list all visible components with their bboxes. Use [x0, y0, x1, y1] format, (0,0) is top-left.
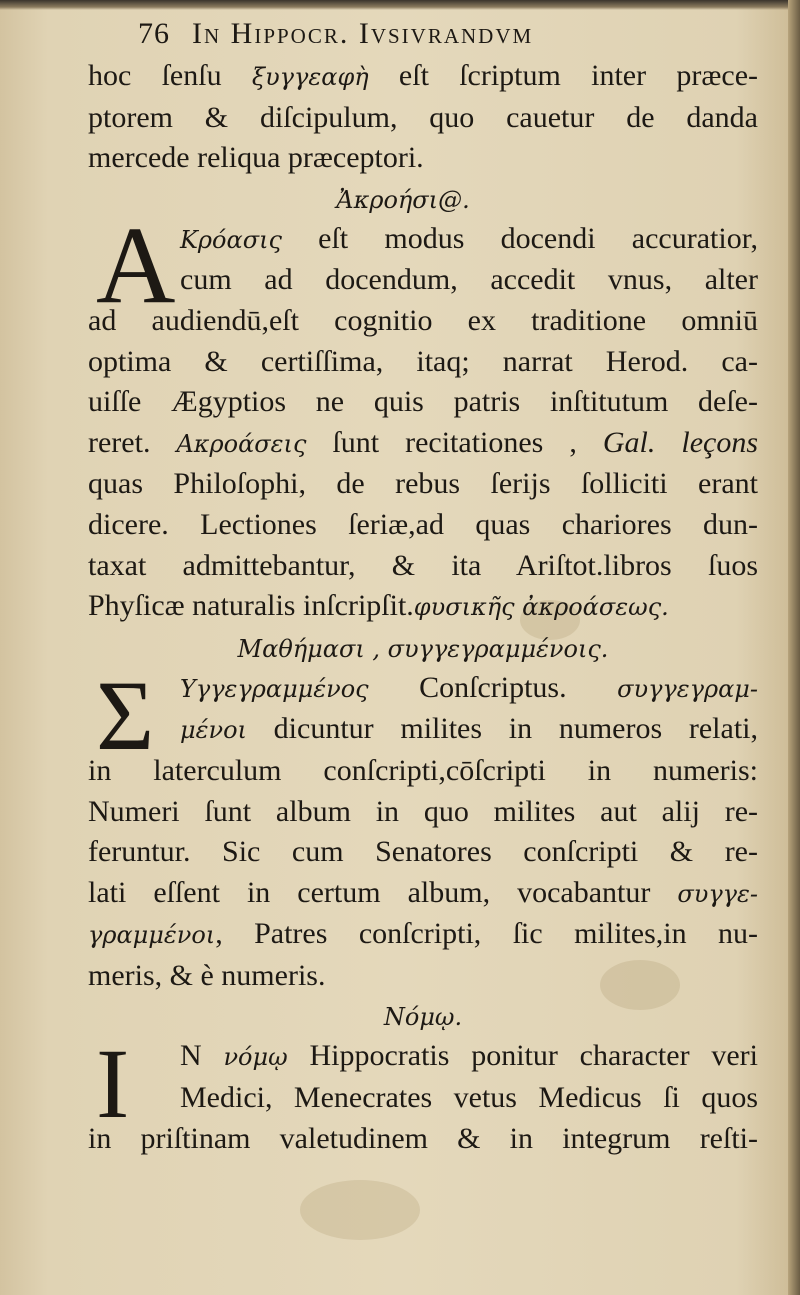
text-line	[88, 709, 758, 751]
latin-text: ad audiendū,eſt cognitio ex traditione omniū	[88, 303, 758, 337]
text-line	[88, 914, 758, 956]
text-line	[88, 956, 758, 997]
latin-text: eſt modus docendi accuratior,	[281, 221, 758, 255]
latin-text: ſunt recitationes ,	[306, 425, 603, 459]
section-body	[88, 1028, 758, 1159]
text-line	[88, 98, 758, 139]
latin-text: taxat admittebantur, & ita Ariſtot.libros ſuos	[88, 548, 758, 582]
greek-term: Υγγεγραμμένος	[180, 674, 369, 703]
running-title: In Hippocr. Ivsivrandvm	[192, 17, 534, 50]
latin-text: Numeri ſunt album in quo milites aut alij re-	[88, 794, 758, 828]
greek-term: νόμῳ	[223, 1043, 288, 1072]
latin-text: Medici, Menecrates vetus Medicus ſi quos	[180, 1081, 758, 1115]
greek-term: φυσικῆς ἀκροάσεως.	[413, 593, 669, 622]
latin-text: lati eſſent in certum album, vocabantur	[88, 875, 678, 909]
greek-term: συγγε-	[677, 879, 758, 908]
section-heading: Ἀκροήσι@.	[336, 185, 470, 214]
text-line	[88, 382, 758, 423]
latin-text: reret.	[88, 425, 177, 459]
latin-text: Phyſicæ naturalis inſcripſit.	[88, 589, 414, 623]
text-line	[88, 873, 758, 915]
greek-term: Κρόασις	[180, 225, 282, 254]
greek-term: Ακροάσεις	[176, 429, 307, 458]
latin-text: dicuntur milites in numeros relati,	[246, 712, 758, 746]
drop-cap: A	[96, 203, 176, 326]
page-number: 76	[138, 17, 170, 50]
text-line	[88, 586, 758, 628]
section-heading: Μαθήμασι , συγγεγραμμένοις.	[237, 634, 609, 663]
latin-text: dicere. Lectiones ſeriæ,ad quas chariores dun-	[88, 507, 758, 541]
latin-text: in priſtinam valetudinem & in integrum reſti-	[88, 1121, 758, 1155]
drop-cap: I	[96, 1028, 130, 1140]
text-line	[88, 1036, 758, 1078]
latin-text: N	[180, 1039, 224, 1073]
text-line	[88, 301, 758, 342]
page-top-shadow	[0, 0, 800, 10]
latin-text: Gal. leçons	[602, 425, 759, 459]
text-line	[88, 219, 758, 261]
text-line	[88, 260, 758, 301]
latin-text: Conſcriptus.	[368, 670, 618, 704]
text-line	[88, 668, 758, 710]
latin-text: ptorem & diſcipulum, quo cauetur de danda	[88, 100, 758, 134]
latin-text: mercede reliqua præceptori.	[88, 141, 424, 175]
section-heading: Νόμῳ.	[383, 1003, 463, 1032]
latin-text: , Patres conſcripti, ſic milites,in nu-	[215, 917, 758, 951]
latin-text: uiſſe Ægyptios ne quis patris inſtitutum deſe-	[88, 385, 758, 419]
latin-text: quas Philoſophi, de rebus ſerijs ſolliciti erant	[88, 467, 758, 501]
text-line	[88, 464, 758, 505]
text-line	[88, 138, 758, 179]
drop-cap: Σ	[96, 659, 155, 771]
paper-stain	[300, 1180, 420, 1240]
running-header	[88, 14, 758, 56]
text-line	[88, 832, 758, 873]
intro-paragraph	[88, 56, 758, 179]
latin-text: in laterculum conſcripti,cōſcripti in numeris:	[88, 753, 758, 787]
greek-term: συγγεγραμ-	[617, 674, 758, 703]
text-line	[88, 505, 758, 546]
latin-text: eſt ſcriptum inter præce-	[368, 59, 758, 92]
greek-term: μένοι	[180, 716, 247, 745]
text-line	[88, 342, 758, 383]
latin-text: hoc ſenſu	[88, 59, 252, 92]
latin-text: meris, & è numeris.	[88, 958, 326, 992]
latin-text: feruntur. Sic cum Senatores conſcripti & re-	[88, 835, 758, 869]
greek-term: ξυγγεαφὴ	[251, 63, 369, 91]
text-line	[88, 751, 758, 792]
section-body	[88, 659, 758, 997]
section-syngegrammenois	[88, 659, 758, 997]
greek-term: γραμμένοι	[88, 921, 216, 950]
section-nomo	[88, 1028, 758, 1159]
section-body	[88, 203, 759, 628]
latin-text: Hippocratis ponitur character veri	[287, 1039, 758, 1073]
text-line	[88, 1078, 758, 1119]
text-line	[88, 56, 758, 98]
latin-text: cum ad docendum, accedit vnus, alter	[180, 263, 758, 297]
text-column	[88, 14, 758, 1159]
page-gutter-edge	[788, 0, 800, 1295]
section-akroasis	[88, 203, 759, 628]
latin-text: optima & certiſſima, itaq; narrat Herod. ca-	[88, 344, 758, 378]
text-line	[88, 546, 758, 587]
text-line	[88, 423, 758, 465]
text-line	[88, 1119, 758, 1160]
text-line	[88, 792, 758, 833]
